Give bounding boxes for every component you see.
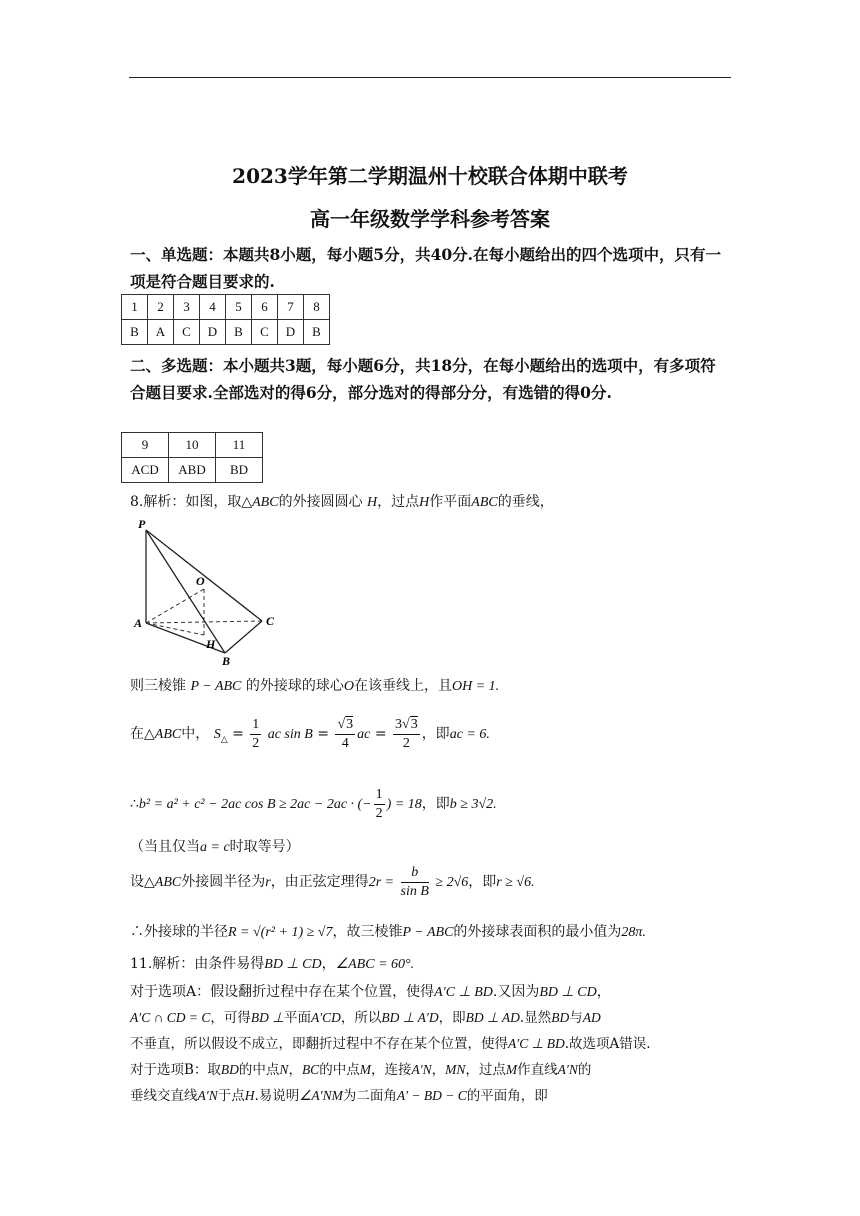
q-answer-cell-2: A bbox=[148, 320, 174, 345]
sol11-line6: 垂线交直线A′N于点H.易说明∠A′NM为二面角A′ − BD − C的平面角，即 bbox=[130, 1088, 548, 1104]
q-answer-cell-8: B bbox=[304, 320, 330, 345]
section1-heading: 一、单选题：本题共8小题，每小题5分，共40分.在每小题给出的四个选项中，只有一项是符合题目要求的. bbox=[130, 245, 722, 291]
q-answer-cell-5: B bbox=[226, 320, 252, 345]
q-number-cell-4: 4 bbox=[200, 295, 226, 320]
q-number-cell-1: 1 bbox=[122, 295, 148, 320]
q-number-cell-6: 6 bbox=[252, 295, 278, 320]
mq-number-cell-3: 11 bbox=[216, 433, 263, 458]
q-number-cell-2: 2 bbox=[148, 295, 174, 320]
sol11-line3: A′C ∩ CD = C，可得BD ⊥平面A′CD，所以BD ⊥ A′D，即BD ⊥ AD.显然BD与AD bbox=[130, 1010, 601, 1026]
mq-answer-cell-2: ABD bbox=[169, 458, 216, 483]
sol8-line7: ∴外接球的半径R = √(r² + 1) ≥ √7，故三棱锥P − ABC的外接球表面积的最小值为28π. bbox=[130, 924, 646, 940]
doc-title: 2023学年第二学期温州十校联合体期中联考 bbox=[232, 164, 628, 188]
q-number-cell-5: 5 bbox=[226, 295, 252, 320]
q-answer-cell-4: D bbox=[200, 320, 226, 345]
mq-answer-cell-3: BD bbox=[216, 458, 263, 483]
sol8-intro: 8.解析：如图，取△ABC的外接圆圆心 H，过点H作平面ABC的垂线， bbox=[130, 494, 554, 510]
line-AH bbox=[146, 623, 204, 635]
sol8-line2: 则三棱锥 P − ABC 的外接球的球心O在该垂线上，且OH = 1. bbox=[130, 678, 500, 694]
doc-subtitle: 高一年级数学学科参考答案 bbox=[310, 207, 550, 231]
edge-BC bbox=[225, 621, 262, 653]
q-answer-cell-7: D bbox=[278, 320, 304, 345]
q-number-cell-8: 8 bbox=[304, 295, 330, 320]
single-choice-table bbox=[121, 294, 330, 345]
sol11-line1: 11.解析：由条件易得BD ⊥ CD，∠ABC = 60°. bbox=[130, 956, 415, 972]
top-rule bbox=[129, 77, 731, 78]
label-P: P bbox=[138, 517, 146, 531]
mq-answer-cell-1: ACD bbox=[122, 458, 169, 483]
label-B: B bbox=[222, 654, 231, 668]
q-number-cell-3: 3 bbox=[174, 295, 200, 320]
sol8-line5: （当且仅当a = c时取等号） bbox=[130, 839, 300, 855]
sol11-line2: 对于选项A：假设翻折过程中存在某个位置，使得A′C ⊥ BD.又因为BD ⊥ CD， bbox=[130, 984, 611, 1000]
sol11-line4: 不垂直，所以假设不成立，即翻折过程中不存在某个位置，使得A′C ⊥ BD.故选项A错误. bbox=[130, 1036, 651, 1052]
label-H: H bbox=[206, 637, 216, 651]
sol8-line3: 在△ABC中， $S_\triangle$ = $\frac{1}{2}$ ac sin B = $\frac{√3}{4}$ ac = $\frac{3√3}{2}$ ，即ac = 6. bbox=[130, 716, 490, 751]
mq-number-cell-2: 10 bbox=[169, 433, 216, 458]
q-answer-cell-3: C bbox=[174, 320, 200, 345]
mq-number-cell-1: 9 bbox=[122, 433, 169, 458]
section2-heading: 二、多选题：本小题共3题，每小题6分，共18分，在每小题给出的选项中，有多项符合题目要求.全部选对的得6分，部分选对的得部分分，有选错的得0分. bbox=[130, 356, 716, 402]
label-C: C bbox=[266, 614, 275, 628]
sol8-line4: ∴b² = a² + c² − 2ac cos B ≥ 2ac − 2ac · (− $\frac{1}{2}$ ) = 18，即b ≥ 3√2. bbox=[130, 786, 497, 821]
pyramid-figure bbox=[130, 515, 280, 670]
sol8-line6: 设△ABC外接圆半径为r，由正弦定理得2r = $\frac{b}{\text{sin B}}$ ≥ 2√6，即r ≥ √6. bbox=[130, 864, 535, 899]
q-number-cell-7: 7 bbox=[278, 295, 304, 320]
sol11-line5: 对于选项B：取BD的中点N，BC的中点M，连接A′N，MN，过点M作直线A′N的 bbox=[130, 1062, 592, 1078]
q-answer-cell-6: C bbox=[252, 320, 278, 345]
edge-PB bbox=[146, 530, 225, 653]
label-A: A bbox=[134, 616, 143, 630]
q-answer-cell-1: B bbox=[122, 320, 148, 345]
multi-choice-table bbox=[121, 432, 263, 483]
label-O: O bbox=[196, 574, 205, 588]
